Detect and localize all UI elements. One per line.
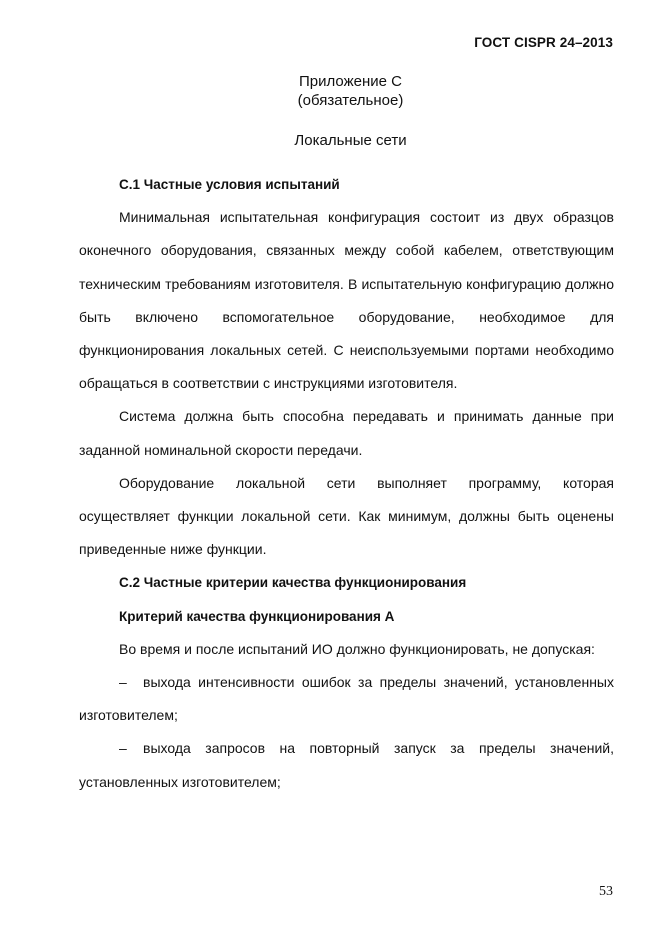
paragraph: Оборудование локальной сети выполняет программу, которая осуществляет функции локальной сети. Как минимум, должны быть оценены приведенные ниже функции. [79,474,614,558]
annex-title: Приложение С [299,73,402,90]
criterion-heading: Критерий качества функционирования А [119,608,395,624]
standard-designation: ГОСТ CISPR 24–2013 [474,35,613,50]
list-item-text: выхода запросов на повторный запуск за пределы значений, установленных изготовителем; [79,740,614,790]
dash-marker: – [119,740,127,757]
page-number: 53 [599,884,613,899]
dash-marker: – [119,674,127,691]
document-body [79,168,614,799]
annex-name: Локальные сети [294,132,407,149]
annex-heading [0,72,661,110]
section-heading-c1: С.1 Частные условия испытаний [119,177,340,192]
paragraph: Минимальная испытательная конфигурация состоит из двух образцов оконечного оборудования, связанных между собой кабелем, ответствующим техническим требованиям изготовителя. В испытательную конфигурацию должно быть включено вспомогательное оборудование, необходимое для функционирования локальных сетей. С неиспользуемыми портами необходимо обращаться в соответствии с инструкциями изготовителя. [79,209,614,392]
list-item-text: выхода интенсивности ошибок за пределы значений, установленных изготовителем; [79,674,614,724]
list-item [79,666,614,732]
paragraph: Система должна быть способна передавать и принимать данные при заданной номинальной скорости передачи. [79,408,614,458]
list-item [79,732,614,798]
section-heading-c2: С.2 Частные критерии качества функционирования [119,575,467,591]
paragraph: Во время и после испытаний ИО должно функционировать, не допуская: [119,640,595,657]
annex-status: (обязательное) [297,92,404,109]
